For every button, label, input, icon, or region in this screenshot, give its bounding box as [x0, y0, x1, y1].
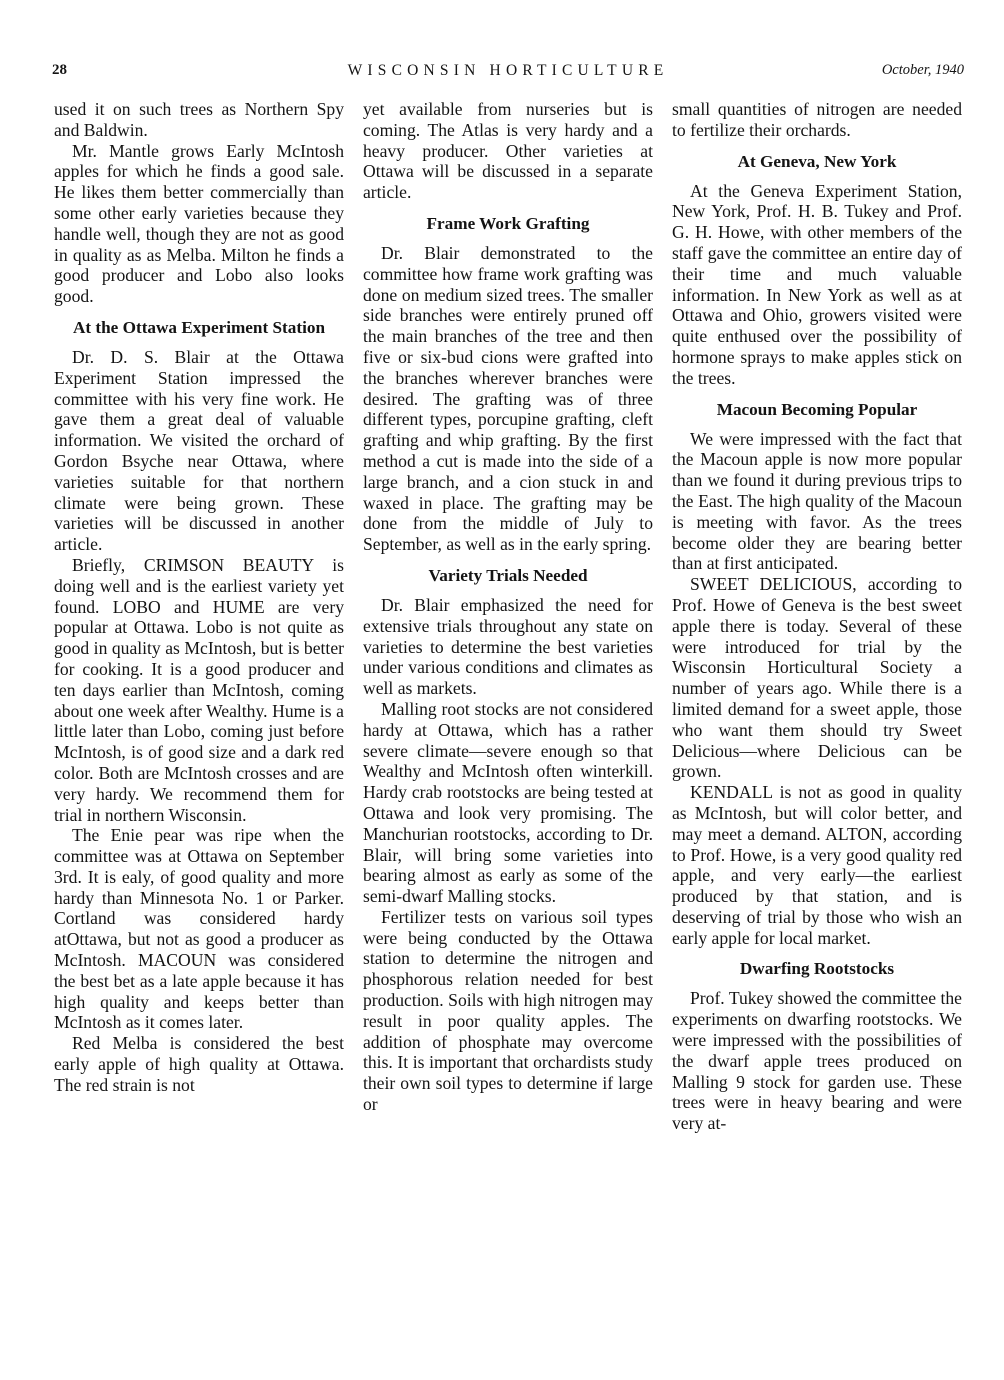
- paragraph: Dr. D. S. Blair at the Ottawa Experiment Station impressed the committee with his very fine work. He gave them a great deal of valuable information. We visited the orchard of Gordon Bsyche near Ottawa, where varieties suitable for that northern climate were being grown. These varieties will be discussed in another article.: [54, 346, 344, 555]
- paragraph: Prof. Tukey showed the committee the experiments on dwarfing rootstocks. We were impressed with the possibilities of the dwarf apple trees produced on Malling 9 stock for garden use. These trees were in heavy bearing and were very at-: [672, 988, 962, 1134]
- continued-paragraph: small quantities of nitrogen are needed to fertilize their orchards.: [672, 99, 962, 140]
- paragraph: SWEET DELICIOUS, according to Prof. Howe of Geneva is the best sweet apple there is today. Several of these were introduced for trial by the Wisconsin Horticultural Society a number of years ago. While there is a limited demand for a sweet apple, those who want them should try Sweet Delicious—where Delicious can be grown.: [672, 574, 962, 782]
- paragraph: Fertilizer tests on various soil types were being conducted by the Ottawa station to determine the nitrogen and phosphorous relation needed for best production. Soils with high nitrogen may result in poor quality apples. The addition of phosphate may overcome this. It is important that orchardists study their own soil types to determine if large or: [363, 906, 653, 1115]
- section-heading: At Geneva, New York: [737, 151, 897, 171]
- continued-paragraph: yet available from nurseries but is coming. The Atlas is very hardy and a heavy producer. Other varieties at Ottawa will be discussed in a separate article.: [363, 99, 653, 203]
- continued-paragraph: used it on such trees as Northern Spy and Baldwin.: [54, 99, 344, 140]
- section-heading: At the Ottawa Experiment Station: [72, 317, 326, 337]
- text-column-2: [363, 99, 653, 1339]
- text-column-1: [54, 99, 344, 1339]
- section-heading: Macoun Becoming Popular: [716, 399, 918, 419]
- paragraph: Mr. Mantle grows Early McIntosh apples for which he finds a good sale. He likes them better commercially than some other early varieties because they handle well, though they are not as good in quality as as Melba. Milton he finds a good producer and Lobo also looks good.: [54, 140, 344, 307]
- paragraph: Red Melba is considered the best early apple of high quality at Ottawa. The red strain is not: [54, 1033, 344, 1095]
- section-heading: Frame Work Grafting: [426, 213, 590, 233]
- text-column-3: [672, 99, 962, 1339]
- paragraph: At the Geneva Experiment Station, New York, Prof. H. B. Tukey and Prof. G. H. Howe, with other members of the staff gave the committee an entire day of their time and much valuable information. In New York as well as at Ottawa and Ohio, growers visited were quite enthused over the possibility of hormone sprays to make apples stick on the trees.: [672, 180, 962, 388]
- paragraph: Briefly, CRIMSON BEAUTY is doing well and is the earliest variety yet found. LOBO and HUME are very popular at Ottawa. Lobo is not quite as good in quality as McIntosh, but is better for cooking. It is a good producer and ten days earlier than McIntosh, coming about one week after Wealthy. Hume is a little later than Lobo, coming just before McIntosh, is of good size and a dark red color. Both are McIntosh crosses and are very hardy. We recommend them for trial in northern Wisconsin.: [54, 554, 344, 825]
- paragraph: Dr. Blair demonstrated to the committee how frame work grafting was done on medium sized trees. The smaller side branches were entirely pruned off the main branches of the tree and then five or six-bud cions were grafted into the branches wherever branches were desired. The grafting was of three different types, porcupine grafting, cleft grafting and whip grafting. By the first method a cut is made into the side of a large branch, and a cion stuck in and waxed in place. The grafting may be done from the middle of July to September, as well as in the early spring.: [363, 242, 653, 555]
- page-number: 28: [52, 62, 67, 78]
- paragraph: Malling root stocks are not considered hardy at Ottawa, which has a rather severe climate—severe enough so that Wealthy and McIntosh often winterkill. Hardy crab rootstocks are being tested at Ottawa and look very promising. The Manchurian rootstocks, according to Dr. Blair, will bring some varieties into bearing almost as early as some of the semi-dwarf Malling stocks.: [363, 698, 653, 907]
- paragraph: KENDALL is not as good in quality as McIntosh, but will color better, and may meet a demand. ALTON, according to Prof. Howe, is a very good quality red apple, and very early—the earliest produced by that station, and is deserving of trial by those who wish an early apple for local market.: [672, 782, 962, 948]
- paragraph: Dr. Blair emphasized the need for extensive trials throughout any state on varieties to determine the best varieties under various conditions and climates as well as markets.: [363, 594, 653, 699]
- paragraph: We were impressed with the fact that the Macoun apple is now more popular than we found it during previous trips to the East. The high quality of the Macoun is meeting with favor. As the trees become older they are bearing better than at first anticipated.: [672, 428, 962, 574]
- paragraph: The Enie pear was ripe when the committee was at Ottawa on September 3rd. It is ealy, of good quality and more hardy than Minnesota No. 1 or Parker. Cortland was considered hardy atOttawa, but not as good a producer as McIntosh. MACOUN was considered the best bet as a late apple because it has high quality and keeps better than McIntosh as it comes later.: [54, 825, 344, 1033]
- journal-title: WISCONSIN HORTICULTURE: [347, 62, 669, 79]
- section-heading: Variety Trials Needed: [428, 565, 588, 585]
- running-header: [52, 58, 964, 88]
- section-heading: Dwarfing Rootstocks: [739, 959, 895, 979]
- issue-date: October, 1940: [881, 62, 964, 78]
